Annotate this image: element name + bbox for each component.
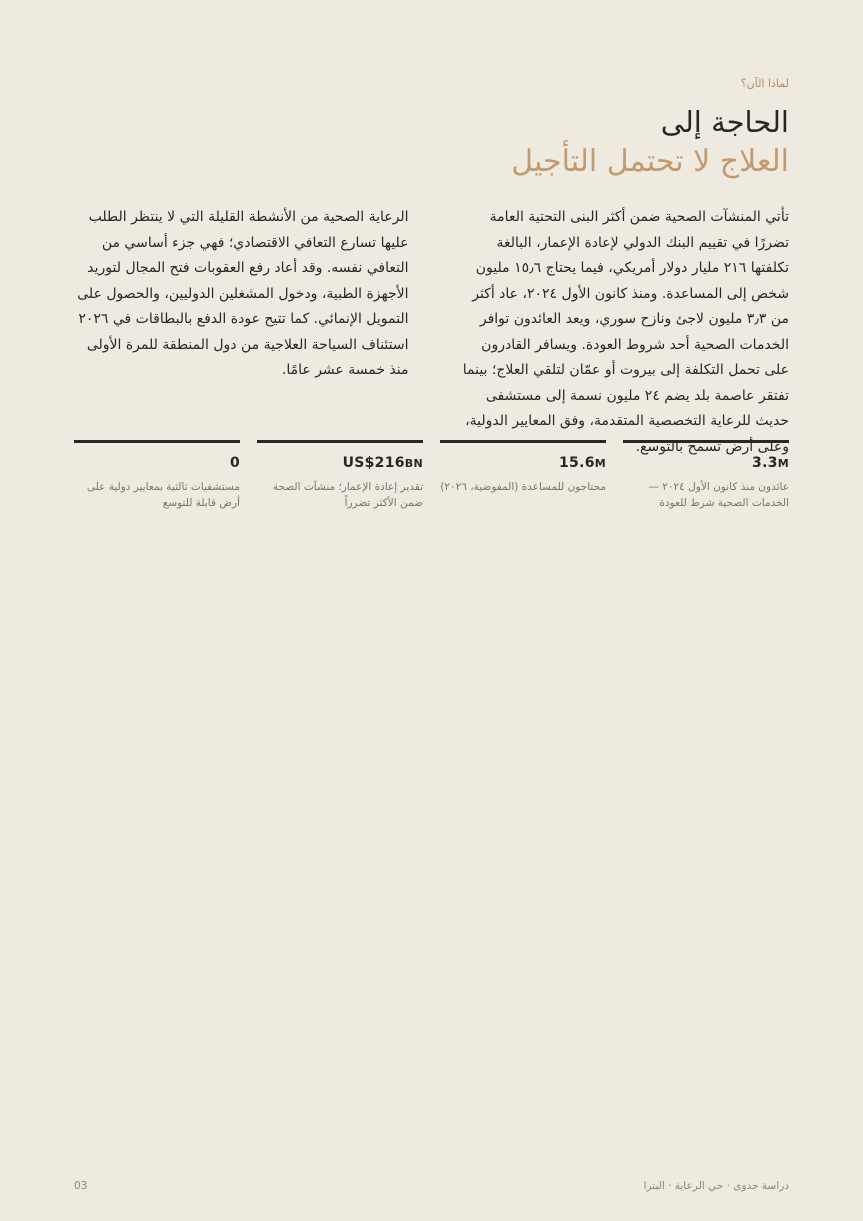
body-column-1: تأتي المنشآت الصحية ضمن أكثر البنى التحتية العامة تضررًا في تقييم البنك الدولي لإعادة الإعمار، البالغة تكلفتها ٢١٦ مليار دولار أمريكي، فيما يحتاج ١٥٫٦ مليون شخص إلى المساعدة. ومنذ كانون الأول ٢٠٢٤، عاد أكثر من ٣٫٣ مليون لاجئ ونازح سوري، ويعد العائدون توافر الخدمات الصحية أحد شروط العودة. ويسافر القادرون على تحمل التكلفة إلى بيروت أو عمّان لتلقي العلاج؛ بينما تفتقر عاصمة بلد يضم ٢٤ مليون نسمة إلى مستشفى حديث للرعاية التخصصية المتقدمة، وفق المعايير الدولية، وعلى أرض تسمح بالتوسع. bbox=[462, 209, 789, 455]
stat-value: 3.3M bbox=[752, 455, 789, 471]
stats-row bbox=[74, 440, 789, 511]
page-title bbox=[511, 104, 789, 181]
stat-tertiary-hospitals bbox=[74, 440, 240, 511]
body-column-2: الرعاية الصحية من الأنشطة القليلة التي لا ينتظر الطلب عليها تسارع التعافي الاقتصادي؛ فهي جزء أساسي من التعافي نفسه. وقد أعاد رفع العقوبات فتح المجال لتوريد الأجهزة الطبية، ودخول المشغلين الدوليين، والحصول على التمويل الإنمائي. كما تتيح عودة الدفع بالبطاقات في ٢٠٢٦ استئناف السياحة العلاجية من دول المنطقة للمرة الأولى منذ خمسة عشر عامًا. bbox=[77, 209, 409, 378]
title-line-2-accent: العلاج لا تحتمل التأجيل bbox=[511, 143, 789, 179]
stat-label: محتاجون للمساعدة (المفوضية، ٢٠٢٦) bbox=[440, 481, 606, 493]
body-columns bbox=[74, 205, 789, 460]
stat-people-in-need bbox=[440, 440, 606, 511]
title-line-1: الحاجة إلى bbox=[660, 105, 789, 139]
stat-value: US$216BN bbox=[342, 455, 423, 471]
stat-value: 15.6M bbox=[559, 455, 606, 471]
stat-label: مستشفيات ثالثية بمعايير دولية على أرض قابلة للتوسع bbox=[86, 481, 240, 509]
stat-reconstruction-cost bbox=[257, 440, 423, 511]
footer-title: دراسة جدوى · حي الرعاية · البترا bbox=[643, 1180, 789, 1192]
stat-returnees bbox=[623, 440, 789, 511]
page-number: 03 bbox=[74, 1180, 88, 1192]
section-eyebrow: لماذا الآن؟ bbox=[740, 77, 789, 90]
stat-label: عائدون منذ كانون الأول ٢٠٢٤ — الخدمات الصحية شرط للعودة bbox=[648, 481, 789, 509]
page bbox=[74, 0, 789, 1221]
stat-value: 0 bbox=[229, 455, 240, 471]
stat-label: تقدير إعادة الإعمار؛ منشآت الصحة ضمن الأكثر تضرراً bbox=[272, 481, 423, 509]
